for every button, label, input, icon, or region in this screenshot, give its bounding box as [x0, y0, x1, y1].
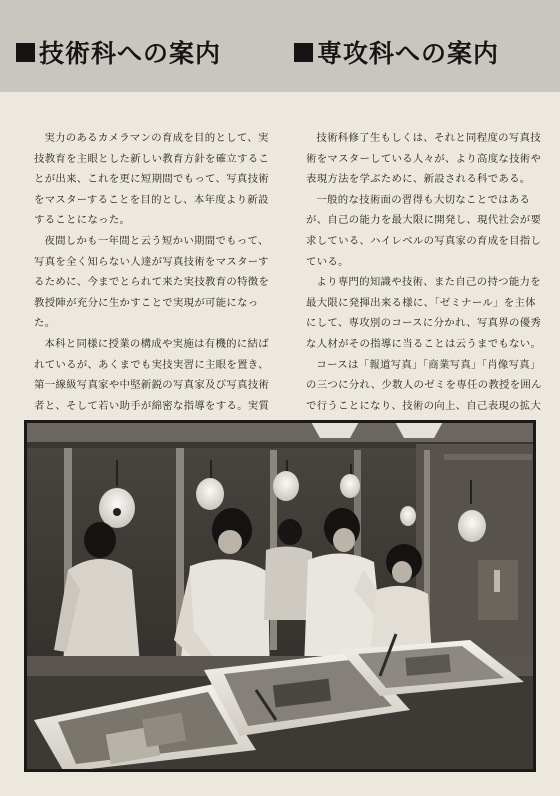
heading-specialized-course-text: 専攻科への案内 — [317, 39, 500, 68]
technical-course-text-column — [34, 128, 278, 458]
specialized-course-text-column — [306, 128, 542, 437]
body-paragraph: 技術科修了生もしくは、それと同程度の写真技術をマスターしている人々が、より高度な技術や表現方法を学ぶために、新設される科である。 — [306, 132, 542, 186]
square-bullet-icon — [16, 43, 35, 62]
body-paragraph: 実力のあるカメラマンの育成を目的として、実技教育を主眼とした新しい教育方針を確立することが出来、これを更に短期間でもって、写真技術をマスターすることを目的とし、本年度より新設することになった。 — [34, 132, 270, 227]
body-paragraph: 一般的な技術面の習得も大切なことではあるが、自己の能力を最大限に開発し、現代社会が要求している、ハイレベルの写真家の育成を目指している。 — [306, 193, 542, 268]
darkroom-class-photo — [24, 420, 536, 772]
darkroom-photo-illustration — [24, 420, 536, 772]
body-paragraph: 夜間しかも一年間と云う短かい期間でもって、写真を全く知らない人達が写真技術をマスターするために、今までとられて来た実技教育の特徴を教授陣が充分に生かすことで実現が可能になった。 — [34, 234, 270, 330]
body-paragraph: より専門的知識や技術、また自己の持つ能力を最大限に発揮出来る様に、「ゼミナール」を主体にして、専攻別のコースに分かれ、写真界の優秀な人材がその指導に当ることは云うまでもない。 — [306, 276, 542, 350]
body-paragraph: コースは「報道写真」「商業写真」「肖像写真」の三つに分れ、少数人のゼミを専任の教授を囲んで行うことになり、技術の向上、自己表現の拡大 — [306, 358, 542, 412]
heading-specialized-course — [294, 34, 499, 70]
enlarger-lamp — [400, 506, 416, 526]
heading-technical-course — [16, 34, 221, 70]
body-paragraph: 本科と同様に授業の構成や実施は有機的に結ばれているが、あくまでも実技実習に主眼を置き、第一線級写真家や中堅新鋭の写真家及び写真技術者と、そして若い助手が綿密な指導をする。実質 — [34, 337, 270, 412]
square-bullet-icon — [294, 43, 313, 62]
heading-technical-course-text: 技術科への案内 — [39, 39, 222, 68]
